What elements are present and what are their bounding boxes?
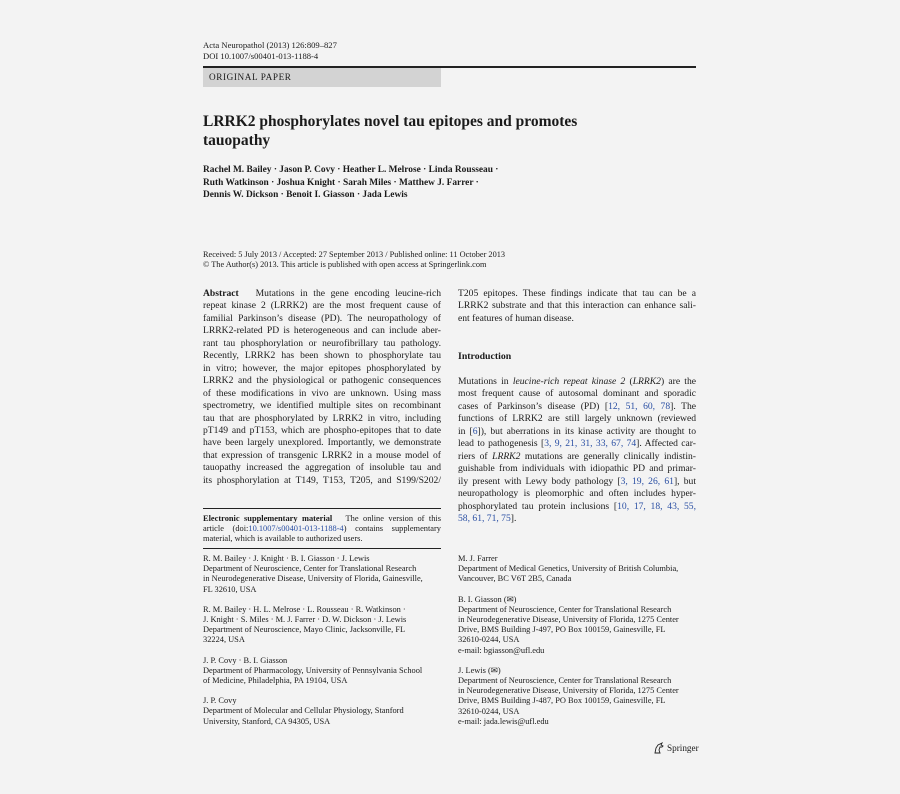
affiliation-line: in Neurodegenerative Disease, University of Florida, 1275 Center — [458, 615, 679, 625]
abstract-line: rant tau phosphorylation or neurofibrillary tau pathology. — [203, 337, 441, 349]
affiliation-line: 32610-0244, USA — [458, 706, 520, 716]
abstract-line: its phosphorylation at T149, T153, T205, and S199/S202/ — [203, 474, 441, 486]
citation-link[interactable]: 58, 61, 71, 75 — [458, 512, 511, 524]
affiliation-line: in Neurodegenerative Disease, University of Florida, 1275 Center — [458, 686, 679, 696]
author-line: Dennis W. Dickson · Benoit I. Giasson · Jada Lewis — [203, 190, 408, 201]
affiliation-names: B. I. Giasson (✉) — [458, 594, 517, 604]
affiliation-line: Vancouver, BC V6T 2B5, Canada — [458, 574, 572, 584]
abstract-line: have been largely unexplored. Importantly, we demonstrate — [203, 437, 441, 449]
dates-line: Received: 5 July 2013 / Accepted: 27 September 2013 / Published online: 11 October 2013 — [203, 250, 506, 259]
affiliation-line: 32610-0244, USA — [458, 635, 520, 645]
abstract-line: tauopathy increased the aggregation of insoluble tau and — [203, 462, 441, 474]
affiliations-right — [458, 554, 696, 737]
esm-note — [203, 514, 441, 545]
abstract-line: LRRK2 substrate and that this interaction can enhance sali- — [458, 300, 696, 312]
intro-line: in [6]), but aberrations in its kinase activity are thought to — [458, 425, 696, 437]
paper-title — [203, 113, 577, 150]
author-line: Rachel M. Bailey · Jason P. Covy · Heather L. Melrose · Linda Rousseau · — [203, 165, 499, 175]
email-link[interactable]: e-mail: bgiasson@ufl.edu — [458, 645, 545, 655]
title-line-1: LRRK2 phosphorylates novel tau epitopes and promotes — [203, 113, 578, 130]
intro-line: most frequent cause of autosomal dominant and sporadic — [458, 388, 696, 400]
intro-line: functions of LRRK2 are still largely unknown (reviewed — [458, 413, 696, 425]
footnote-rule-top — [203, 508, 441, 509]
intro-line: phosphorylated tau protein inclusions [10, 17, 18, 43, 55, — [458, 500, 696, 512]
license-line: © The Author(s) 2013. This article is published with open access at Springerlink.com — [203, 260, 487, 270]
journal-citation: Acta Neuropathol (2013) 126:809–827 — [203, 40, 337, 50]
abstract-line: tau that are phosphorylated by LRRK2 in vitro, including — [203, 412, 441, 424]
affiliation-block — [458, 666, 696, 727]
email-link[interactable]: e-mail: jada.lewis@ufl.edu — [458, 716, 549, 726]
affiliation-block — [203, 656, 441, 687]
intro-line: ily present with Lewy body pathology [3, 19, 26, 61], but — [458, 475, 696, 487]
intro-line: riers of LRRK2 mutations are generally clinically indistin- — [458, 450, 696, 462]
publisher-name: Springer — [667, 743, 699, 753]
intro-line: Mutations in leucine-rich repeat kinase 2 (LRRK2) are the — [458, 376, 697, 387]
citation-link[interactable]: 12, 51, 60, 78 — [608, 400, 671, 412]
intro-line: guishable from individuals with idiopathic PD and primar- — [458, 463, 696, 475]
citation-link[interactable]: 3, 19, 26, 61 — [620, 475, 674, 487]
abstract-line: in vitro; however, the major epitopes phosphorylated by — [203, 362, 441, 374]
abstract-line: LRRK2-related PD is heterogeneous and can include aber- — [203, 325, 441, 337]
footnote-rule-bottom — [203, 548, 441, 549]
doi-line: DOI 10.1007/s00401-013-1188-4 — [203, 51, 319, 61]
abstract-line: familial Parkinson’s disease (PD). The neuropathology of — [203, 312, 441, 324]
intro-line: cases of Parkinson’s disease (PD) [12, 51, 60, 78]. The — [458, 400, 696, 412]
intro-line: lead to pathogenesis [3, 9, 21, 31, 33, 67, 74]. Affected car- — [458, 438, 696, 450]
affiliation-line: Drive, BMS Building J-497, PO Box 100159, Gainesville, FL — [458, 625, 666, 635]
affiliation-line: Department of Pharmacology, University of Pennsylvania School — [203, 665, 423, 675]
affiliation-names: J. Lewis (✉) — [458, 665, 501, 675]
abstract-line: repeat kinase 2 (LRRK2) are the most frequent cause of — [203, 300, 441, 312]
author-list — [203, 164, 498, 202]
affiliation-line: Department of Neuroscience, Mayo Clinic, Jacksonville, FL — [203, 625, 406, 635]
affiliation-block — [203, 554, 441, 595]
affiliation-names: R. M. Bailey · H. L. Melrose · L. Rousseau · R. Watkinson · — [203, 604, 406, 614]
abstract-line: T205 epitopes. These findings indicate that tau can be a — [458, 288, 696, 299]
springer-horse-icon — [653, 742, 665, 754]
abstract-continuation — [458, 288, 696, 325]
affiliation-names: J. P. Covy · B. I. Giasson — [203, 655, 288, 665]
affiliation-line: Department of Neuroscience, Center for Translational Research — [458, 676, 672, 686]
affiliation-names: R. M. Bailey · J. Knight · B. I. Giasson · J. Lewis — [203, 554, 370, 563]
abstract-line: pT149 and pT153, which are phospho-epitopes that to date — [203, 424, 441, 436]
abstract-line: Recently, LRRK2 has been shown to phosphorylate tau — [203, 350, 441, 362]
citation-link[interactable]: 3, 9, 21, 31, 33, 67, 74 — [544, 438, 637, 450]
esm-text: The online version of this article (doi: — [203, 514, 441, 534]
esm-label: Electronic supplementary material — [203, 514, 333, 523]
citation-link[interactable]: 6 — [472, 425, 478, 437]
affiliation-block — [203, 696, 441, 727]
affiliation-line: Drive, BMS Building J-487, PO Box 100159, Gainesville, FL — [458, 696, 666, 706]
affiliation-names: M. J. Farrer — [458, 554, 498, 563]
intro-line: neuropathology is pleomorphic and often includes hyper- — [458, 488, 696, 500]
affiliation-line: 32224, USA — [203, 635, 245, 645]
affiliations-left — [203, 554, 441, 737]
affiliation-block — [203, 605, 441, 646]
affiliation-names: J. P. Covy — [203, 696, 237, 706]
affiliation-line: of Medicine, Philadelphia, PA 19104, USA — [203, 676, 348, 686]
affiliation-block — [458, 554, 696, 585]
abstract-line: of these modifications in vivo are unknown. Using mass — [203, 387, 441, 399]
affiliation-line: Department of Neuroscience, Center for Translational Research — [458, 604, 672, 614]
affiliation-line: Department of Molecular and Cellular Physiology, Stanford — [203, 706, 404, 716]
title-line-2: tauopathy — [203, 131, 271, 149]
abstract-heading: Abstract — [203, 288, 239, 299]
abstract-line: spectrometry, we identified multiple sites on recombinant — [203, 400, 441, 412]
affiliation-block — [458, 595, 696, 656]
publication-dates — [203, 250, 505, 270]
abstract-line: ent features of human disease. — [458, 312, 574, 324]
affiliation-line: FL 32610, USA — [203, 584, 257, 594]
intro-line: 58, 61, 71, 75]. — [458, 512, 517, 524]
abstract-text: Mutations in the gene encoding leucine-rich — [255, 288, 441, 299]
article-type-badge: ORIGINAL PAPER — [203, 68, 441, 87]
affiliation-names: J. Knight · S. Miles · M. J. Farrer · D. W. Dickson · J. Lewis — [203, 615, 407, 625]
publisher-logo — [653, 742, 699, 754]
abstract-line — [203, 288, 441, 300]
esm-text: ) contains supplementary material, which is available to authorized users. — [203, 524, 441, 544]
introduction-heading: Introduction — [458, 351, 512, 362]
abstract-line: that expression of transgenic LRRK2 in a mouse model of — [203, 449, 441, 461]
author-line: Ruth Watkinson · Joshua Knight · Sarah Miles · Matthew J. Farrer · — [203, 177, 479, 188]
esm-doi-link[interactable]: 10.1007/s00401-013-1188-4 — [248, 524, 344, 534]
affiliation-line: University, Stanford, CA 94305, USA — [203, 716, 331, 726]
affiliation-line: Department of Medical Genetics, University of British Columbia, — [458, 564, 679, 574]
citation-link[interactable]: 10, 17, 18, 43, 55, — [617, 500, 696, 512]
abstract-line: LRRK2 and the physiological or pathogenic consequences — [203, 375, 441, 387]
affiliation-line: in Neurodegenerative Disease, University of Florida, Gainesville, — [203, 574, 423, 584]
introduction-body — [458, 376, 696, 525]
abstract — [203, 288, 441, 487]
affiliation-line: Department of Neuroscience, Center for Translational Research — [203, 564, 417, 574]
